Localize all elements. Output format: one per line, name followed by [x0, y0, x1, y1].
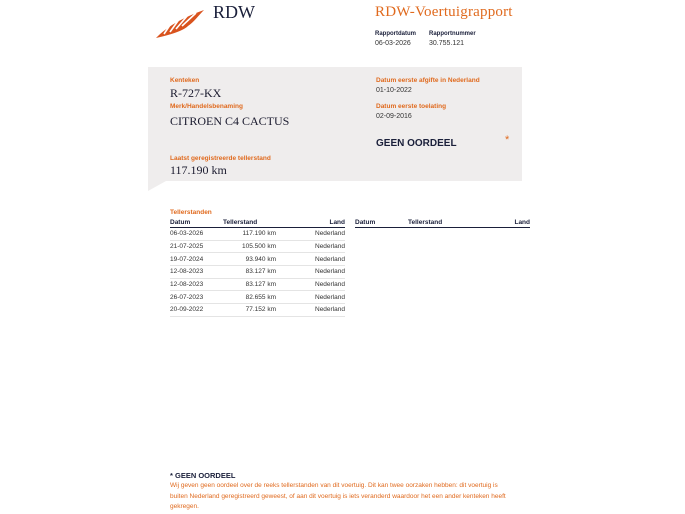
footnote-title: * GEEN OORDEEL — [170, 471, 236, 480]
table-header-row — [170, 218, 345, 228]
col-tellerstand: Tellerstand — [408, 218, 466, 228]
rdw-logo-icon — [154, 8, 206, 40]
report-title: RDW-Voertuigrapport — [375, 4, 513, 20]
cell-datum: 26-07-2023 — [170, 291, 223, 304]
cell-land: Nederland — [281, 291, 345, 304]
cell-datum: 12-08-2023 — [170, 266, 223, 279]
merk-label: Merk/Handelsbenaming — [170, 103, 243, 110]
teller-value: 117.190 km — [170, 163, 227, 177]
cell-tellerstand: 117.190 km — [223, 228, 281, 241]
cell-land: Nederland — [281, 228, 345, 241]
cell-tellerstand: 77.152 km — [223, 304, 281, 317]
rapportdatum-label: Rapportdatum — [375, 31, 416, 37]
col-land: Land — [281, 218, 345, 228]
cell-tellerstand: 83.127 km — [223, 278, 281, 291]
footnote-text: Wij geven geen oordeel over de reeks tellerstanden van dit voertuig. Dit kan twee oorzaken hebben: dit voertuig is buiten Nederland geregistreerd geweest, of aan dit voertuig is iets veranderd waardoor het een ander kenteken heeft gekregen. — [170, 482, 506, 510]
oordeel-star: * — [505, 134, 510, 146]
cell-datum: 21-07-2025 — [170, 240, 223, 253]
kenteken-value: R-727-KX — [170, 86, 222, 100]
cell-tellerstand: 93.940 km — [223, 253, 281, 266]
table-row — [170, 240, 345, 253]
cell-land: Nederland — [281, 304, 345, 317]
table-row — [170, 304, 345, 317]
rapportnummer-label: Rapportnummer — [429, 31, 476, 37]
merk-value: CITROEN C4 CACTUS — [170, 114, 290, 128]
kenteken-label: Kenteken — [170, 77, 200, 84]
cell-datum: 19-07-2024 — [170, 253, 223, 266]
table-row — [170, 253, 345, 266]
table-header-row — [355, 218, 530, 228]
cell-datum: 12-08-2023 — [170, 278, 223, 291]
rapportnummer-value: 30.755.121 — [429, 40, 465, 47]
cell-datum: 20-09-2022 — [170, 304, 223, 317]
teller-label: Laatst geregistreerde tellerstand — [170, 155, 271, 162]
tellerstanden-title: Tellerstanden — [170, 209, 212, 216]
rapportdatum-value: 06-03-2026 — [375, 40, 411, 47]
cell-land: Nederland — [281, 253, 345, 266]
col-datum: Datum — [170, 218, 223, 228]
cell-tellerstand: 82.655 km — [223, 291, 281, 304]
cell-land: Nederland — [281, 266, 345, 279]
tellerstanden-table-left — [170, 218, 345, 317]
afgifte-label: Datum eerste afgifte in Nederland — [376, 77, 480, 84]
col-land: Land — [466, 218, 530, 228]
table-row — [170, 291, 345, 304]
table-row — [170, 278, 345, 291]
toelating-label: Datum eerste toelating — [376, 103, 447, 110]
col-tellerstand: Tellerstand — [223, 218, 281, 228]
table-row — [170, 266, 345, 279]
cell-datum: 06-03-2026 — [170, 228, 223, 241]
cell-tellerstand: 105.500 km — [223, 240, 281, 253]
panel-notch — [148, 181, 166, 191]
tellerstanden-table-right — [355, 218, 530, 228]
toelating-value: 02-09-2016 — [376, 113, 412, 120]
afgifte-value: 01-10-2022 — [376, 87, 412, 94]
logo-text: RDW — [213, 2, 255, 22]
cell-land: Nederland — [281, 240, 345, 253]
oordeel-status: GEEN OORDEEL — [376, 138, 457, 149]
cell-tellerstand: 83.127 km — [223, 266, 281, 279]
cell-land: Nederland — [281, 278, 345, 291]
table-row — [170, 228, 345, 241]
col-datum: Datum — [355, 218, 408, 228]
